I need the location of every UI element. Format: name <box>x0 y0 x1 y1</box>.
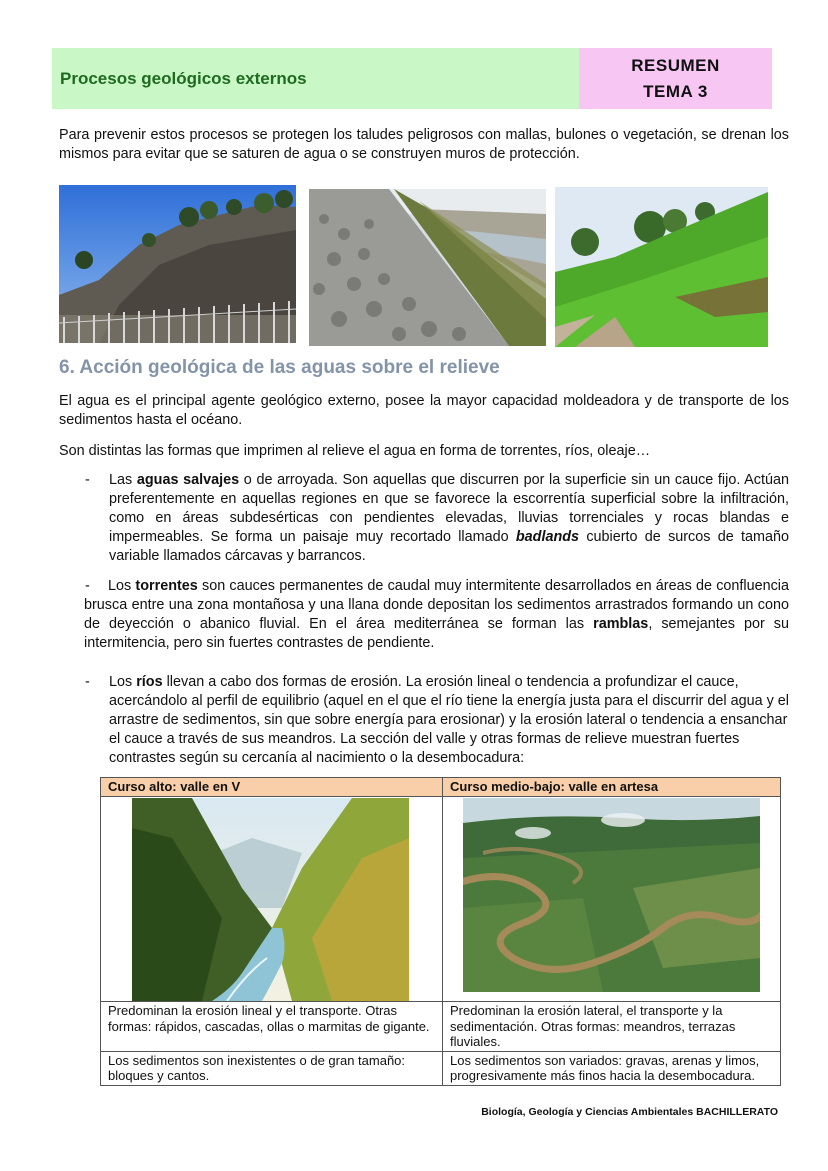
bullet-torrentes <box>85 577 789 653</box>
term-torrentes: torrentes <box>135 578 198 594</box>
bullet-dash: - <box>85 674 90 690</box>
term-aguas-salvajes: aguas salvajes <box>136 472 240 488</box>
section-title: 6. Acción geológica de las aguas sobre el relieve <box>59 357 500 378</box>
page-footer: Biología, Geología y Ciencias Ambientales BACHILLERATO <box>481 1106 778 1118</box>
table-header-curso-alto: Curso alto: valle en V <box>101 778 443 797</box>
header-badge-line1: RESUMEN <box>631 55 720 75</box>
bullet-dash: - <box>85 472 90 488</box>
photo-gabion-slope <box>309 189 546 346</box>
photo-meander-valley <box>463 798 760 992</box>
header-badge <box>579 48 772 109</box>
image-cell-artesa-valley <box>443 797 781 1002</box>
photo-v-valley <box>132 798 409 1001</box>
section-paragraph-1: El agua es el principal agente geológico externo, posee la mayor capacidad moldeadora y de transporte de los sedimentos hasta el océano. <box>59 393 789 428</box>
bullet-rios <box>85 673 789 768</box>
cell-artesa-sediments: Los sedimentos son variados: gravas, arenas y limos, progresivamente más finos hacia la desembocadura. <box>443 1051 781 1085</box>
bullet-text: Las aguas salvajes o de arroyada. Son aquellas que discurren por la superficie sin un cauce fijo. Actúan preferentemente en aquellas regiones en que se favorece la escorrentía superficial sobre la infiltración, como en áreas subdesérticas con pendientes elevadas, lluvias torrenciales y rocas blandas e impermeables. Se forma un paisaje muy recortado llamado badlands cubierto de surcos de tamaño variable llamados cárcavas y barrancos. <box>109 472 789 564</box>
page-header <box>52 48 772 109</box>
bullet-dash: - <box>85 578 90 594</box>
term-badlands: badlands <box>515 529 580 545</box>
term-rios: ríos <box>136 674 163 690</box>
intro-paragraph: Para prevenir estos procesos se protegen los taludes peligrosos con mallas, bulones o vegetación, se drenan los mismos para evitar que se saturen de agua o se construyen muros de protección. <box>59 127 789 162</box>
header-badge-line2: TEMA 3 <box>643 81 708 101</box>
valley-comparison-table <box>100 777 781 1086</box>
section-paragraph-2: Son distintas las formas que imprimen al relieve el agua en forma de torrentes, ríos, oleaje… <box>59 443 651 459</box>
table-header-curso-medio-bajo: Curso medio-bajo: valle en artesa <box>443 778 781 797</box>
cell-v-sediments: Los sedimentos son inexistentes o de gran tamaño: bloques y cantos. <box>101 1051 443 1085</box>
bullet-text: Los torrentes son cauces permanentes de caudal muy intermitente desarrollados en áreas de confluencia brusca entre una zona montañosa y una llana donde depositan los sedimentos arrastrados formando un cono de deyección o abanico fluvial. En el área mediterránea se forman las ramblas, semejantes por su intermitencia, pero sin fuertes contrastes de pendiente. <box>84 578 789 651</box>
cell-v-erosion: Predominan la erosión lineal y el transporte. Otras formas: rápidos, cascadas, ollas o marmitas de gigante. <box>101 1002 443 1052</box>
photo-slope-fence <box>59 185 296 343</box>
bullet-text: Los ríos llevan a cabo dos formas de erosión. La erosión lineal o tendencia a profundizar el cauce, acercándolo al perfil de equilibrio (aquel en el que el río tiene la energía justa para el discurrir del agua y el arrastre de sedimentos, sin que sobre energía para erosionar) y la erosión lateral o tendencia a ensanchar el cauce a través de sus meandros. La sección del valle y otras formas de relieve muestran fuertes contrastes según su cercanía al nacimiento o la desembocadura: <box>109 674 789 766</box>
term-ramblas: ramblas <box>593 616 649 632</box>
image-cell-v-valley <box>101 797 443 1002</box>
header-title: Procesos geológicos externos <box>60 68 307 88</box>
header-title-box <box>52 48 579 109</box>
cell-artesa-erosion: Predominan la erosión lateral, el transporte y la sedimentación. Otras formas: meandros, terrazas fluviales. <box>443 1002 781 1052</box>
bullet-aguas-salvajes <box>85 471 789 566</box>
photo-green-slope <box>555 187 768 347</box>
